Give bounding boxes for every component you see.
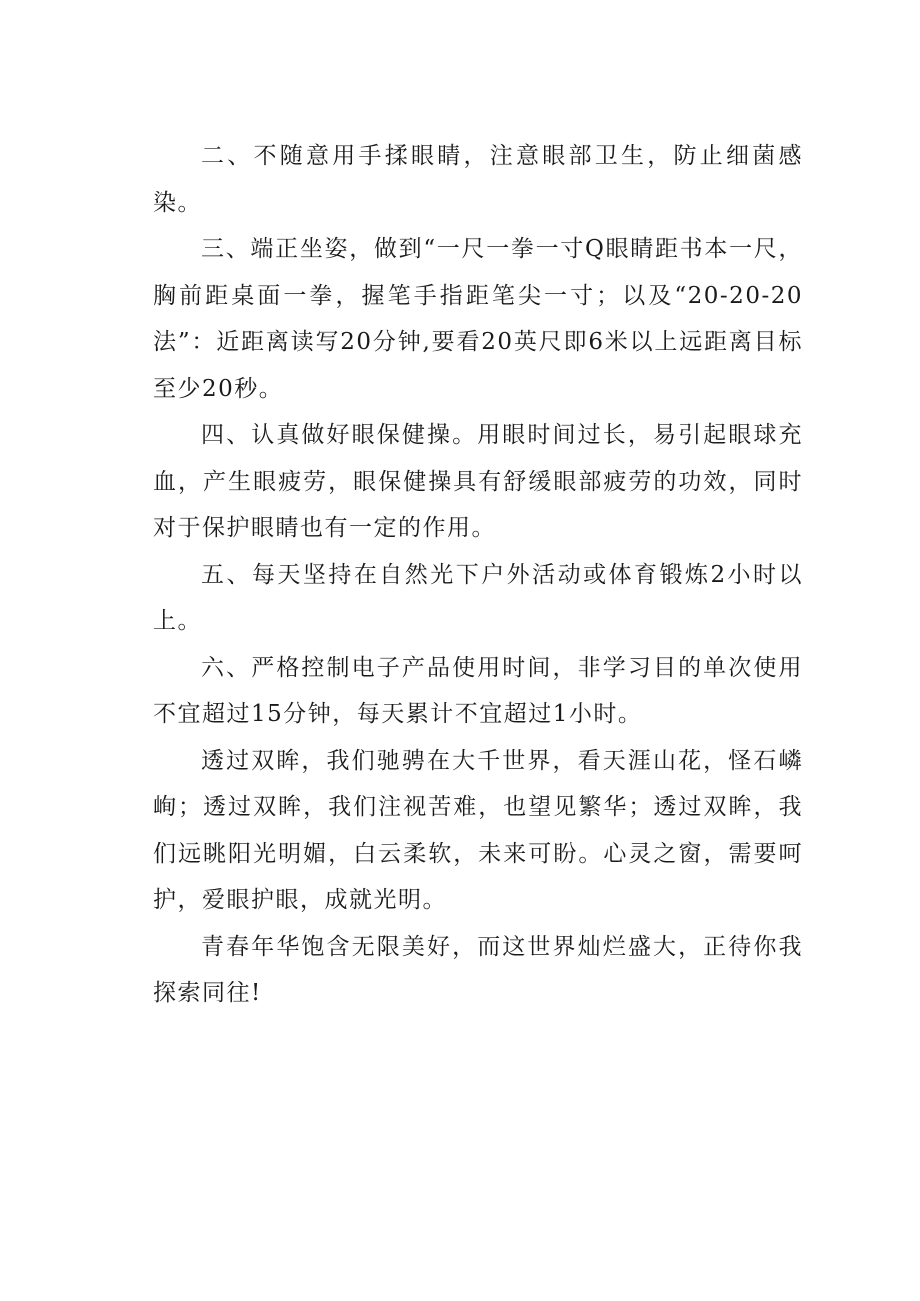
paragraph-item-3: 三、端正坐姿，做到“一尺一拳一寸Q眼睛距书本一尺，胸前距桌面一拳，握笔手指距笔尖一寸；以及“20-20-20法”：近距离读写20分钟,要看20英尺即6米以上远距离目标至少20秒。: [153, 236, 803, 402]
paragraph-item-6: 六、严格控制电子产品使用时间，非学习目的单次使用不宜超过15分钟，每天累计不宜超过1小时。: [153, 654, 803, 727]
document-body: [153, 133, 803, 1017]
paragraph-conclusion-1: 透过双眸，我们驰骋在大千世界，看天涯山花，怪石嶙峋；透过双眸，我们注视苦难，也望见繁华；透过双眸，我们远眺阳光明媚，白云柔软，未来可盼。心灵之窗，需要呵护，爱眼护眼，成就光明。: [153, 747, 803, 913]
paragraph-conclusion-2: 青春年华饱含无限美好，而这世界灿烂盛大，正待你我探索同往!: [153, 933, 803, 1006]
paragraph-item-2: 二、不随意用手揉眼睛，注意眼部卫生，防止细菌感染。: [153, 143, 803, 216]
paragraph-item-5: 五、每天坚持在自然光下户外活动或体育锻炼2小时以上。: [153, 561, 803, 634]
paragraph-item-4: 四、认真做好眼保健操。用眼时间过长，易引起眼球充血，产生眼疲劳，眼保健操具有舒缓眼部疲劳的功效，同时对于保护眼睛也有一定的作用。: [153, 422, 803, 541]
